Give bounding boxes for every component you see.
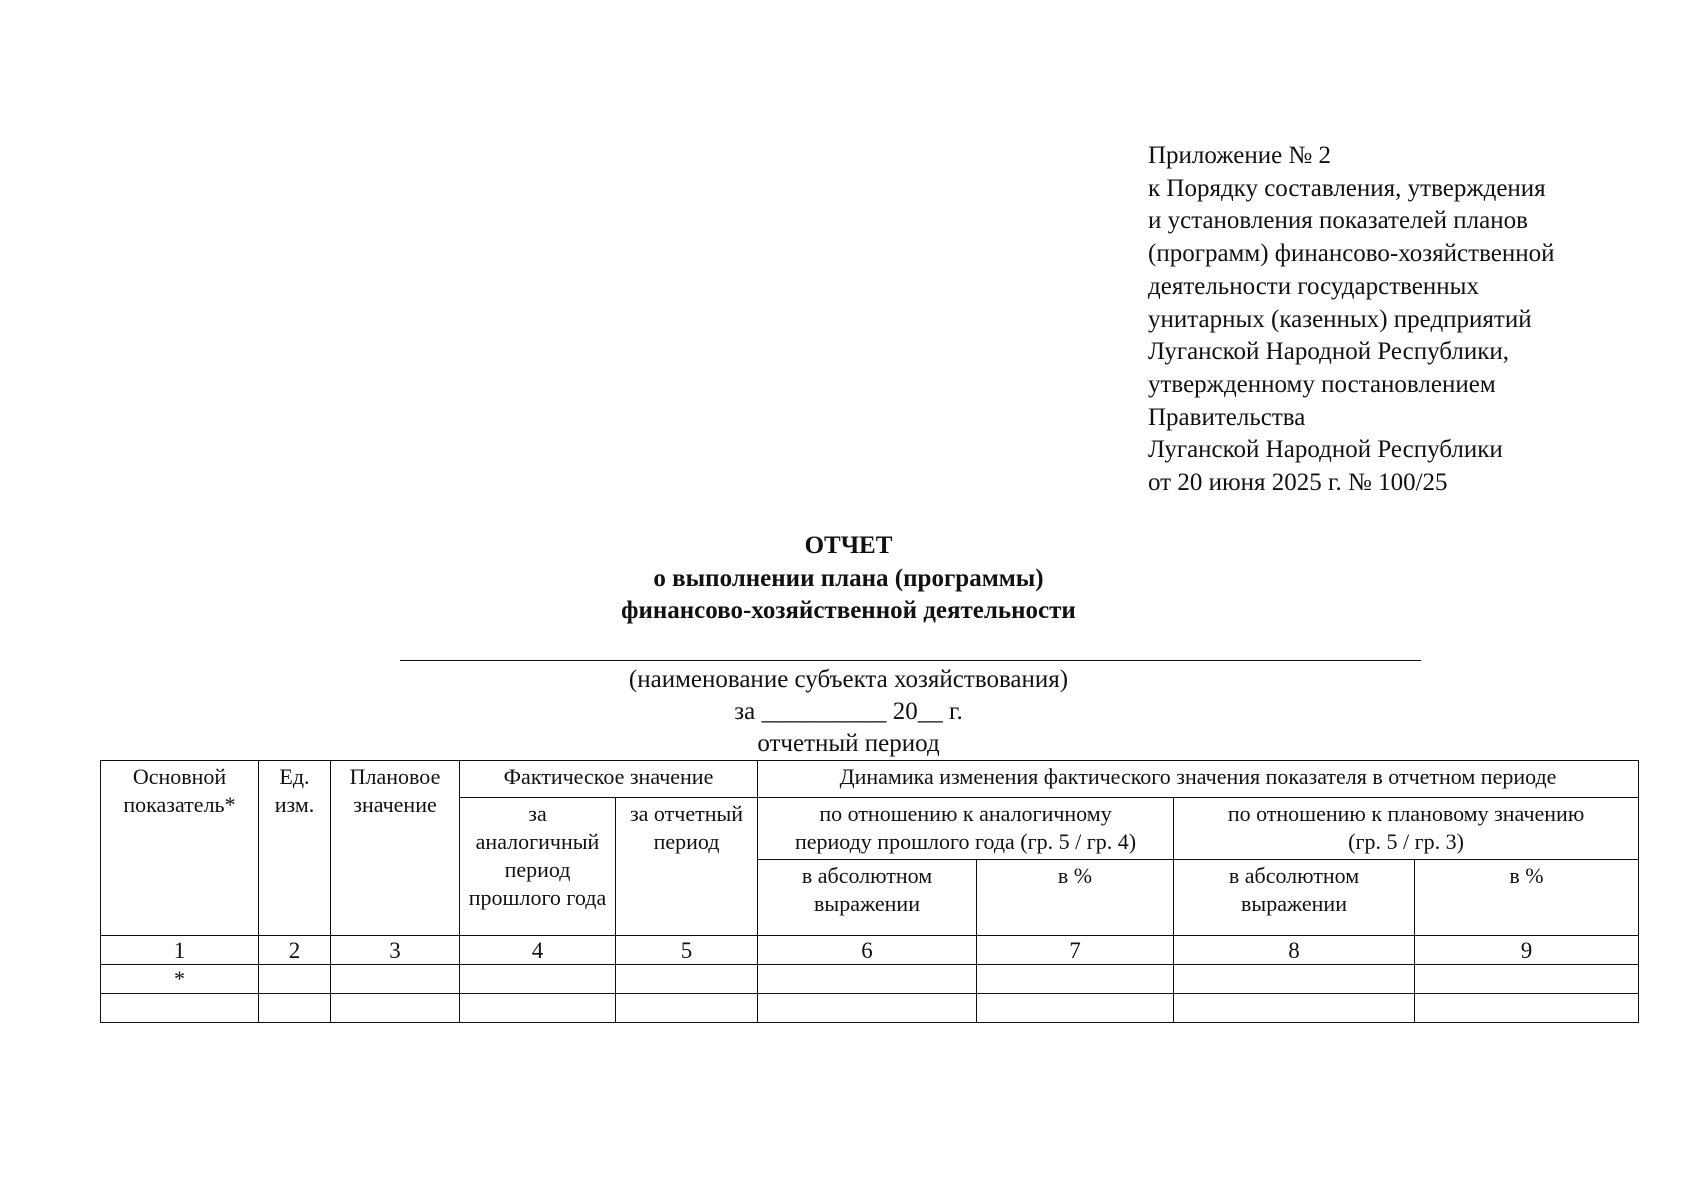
- table-cell: [259, 994, 331, 1023]
- appendix-line: к Порядку составления, утверждения: [1148, 174, 1546, 202]
- column-number: 9: [1415, 936, 1639, 965]
- header-dynamics-prev-year: по отношению к аналогичному периоду прошлого года (гр. 5 / гр. 4): [758, 798, 1174, 860]
- column-number: 3: [331, 936, 460, 965]
- table-cell: [758, 965, 977, 994]
- appendix-line: (программ) финансово-хозяйственной: [1148, 240, 1555, 268]
- table-cell: [977, 965, 1174, 994]
- column-number: 6: [758, 936, 977, 965]
- report-table: [100, 760, 1639, 1023]
- appendix-line: унитарных (казенных) предприятий: [1148, 305, 1532, 333]
- reporting-period-line: за __________ 20__ г.: [734, 698, 963, 725]
- appendix-line: утвержденному постановлением: [1148, 370, 1496, 398]
- header-absolute-1: в абсолютном выражении: [758, 860, 977, 936]
- column-number: 5: [616, 936, 758, 965]
- table-row: [101, 994, 1639, 1023]
- table-cell: *: [101, 965, 259, 994]
- title-line-1: ОТЧЕТ: [804, 532, 893, 559]
- appendix-line: Правительства: [1148, 403, 1306, 431]
- table-cell: [616, 994, 758, 1023]
- header-unit: Ед. изм.: [259, 761, 331, 936]
- appendix-line: от 20 июня 2025 г. № 100/25: [1148, 469, 1448, 497]
- table-cell: [1415, 994, 1639, 1023]
- appendix-line: Луганской Народной Республики,: [1148, 338, 1509, 366]
- appendix-block: [1148, 140, 1668, 500]
- subject-name-caption: (наименование субъекта хозяйствования): [628, 666, 1069, 693]
- appendix-line: деятельности государственных: [1148, 272, 1479, 300]
- title-line-3: финансово-хозяйственной деятельности: [621, 597, 1076, 624]
- report-title: [0, 530, 1697, 628]
- header-dynamics-plan: по отношению к плановому значению (гр. 5 / гр. 3): [1174, 798, 1639, 860]
- table-cell: [977, 994, 1174, 1023]
- column-number: 7: [977, 936, 1174, 965]
- subject-name-blank-line: [400, 660, 1421, 661]
- table-cell: [460, 965, 616, 994]
- reporting-period-caption: отчетный период: [757, 730, 940, 757]
- header-percent-1: в %: [977, 860, 1174, 936]
- table-cell: [616, 965, 758, 994]
- table-cell: [331, 994, 460, 1023]
- table-cell: [1415, 965, 1639, 994]
- table-cell: [1174, 994, 1415, 1023]
- header-actual-prev-year: за аналогичный период прошлого года: [460, 798, 616, 936]
- column-number: 2: [259, 936, 331, 965]
- table-cell: [259, 965, 331, 994]
- table-cell: [101, 994, 259, 1023]
- appendix-line: Приложение № 2: [1148, 142, 1332, 169]
- column-number-row: [101, 936, 1639, 965]
- title-line-2: о выполнении плана (программы): [653, 564, 1044, 592]
- column-number: 1: [101, 936, 259, 965]
- table-cell: [758, 994, 977, 1023]
- appendix-line: и установления показателей планов: [1148, 207, 1528, 235]
- table-row: [101, 965, 1639, 994]
- header-dynamics-group: Динамика изменения фактического значения показателя в отчетном периоде: [758, 761, 1639, 798]
- header-absolute-2: в абсолютном выражении: [1174, 860, 1415, 936]
- header-percent-2: в %: [1415, 860, 1639, 936]
- table-cell: [331, 965, 460, 994]
- column-number: 8: [1174, 936, 1415, 965]
- header-plan-value: Плановое значение: [331, 761, 460, 936]
- appendix-line: Луганской Народной Республики: [1148, 436, 1503, 464]
- header-indicator: Основной показатель*: [101, 761, 259, 936]
- column-number: 4: [460, 936, 616, 965]
- header-actual-current: за отчетный период: [616, 798, 758, 936]
- header-actual-value-group: Фактическое значение: [460, 761, 758, 798]
- table-cell: [1174, 965, 1415, 994]
- table-cell: [460, 994, 616, 1023]
